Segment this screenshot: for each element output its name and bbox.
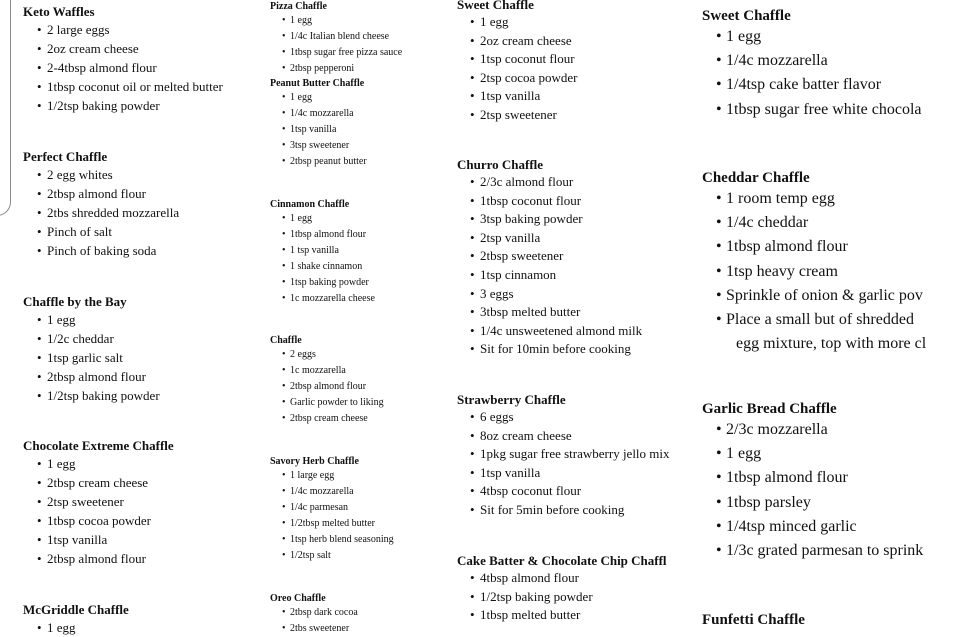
ingredient: • 2tbsp almond flour <box>23 367 160 386</box>
recipe-title: Cinnamon Chaffle <box>270 199 350 210</box>
recipe-garlic-bread-chaffle <box>702 400 923 563</box>
ingredient: • 1tbsp melted butter <box>457 606 667 625</box>
ingredient: • 1/4c mozzarella <box>270 106 367 122</box>
recipe-title: Keto Waffles <box>23 4 95 19</box>
recipe-title: Garlic Bread Chaffle <box>702 401 837 417</box>
ingredient: • 2tbsp dark cocoa <box>270 605 358 621</box>
ingredient: • 2tbsp pepperoni <box>270 61 402 77</box>
recipe-chaffle <box>270 335 384 427</box>
ingredient: • 1/4tsp minced garlic <box>702 515 923 539</box>
ingredient: • 2 large eggs <box>23 20 223 39</box>
ingredient: • Pinch of salt <box>23 222 179 241</box>
ingredient: • 2oz cream cheese <box>23 39 223 58</box>
ingredient: • 1 egg <box>270 90 367 106</box>
ingredient: • 1/4c parmesan <box>270 500 394 516</box>
ingredient: • 1tbsp coconut flour <box>457 192 642 211</box>
ingredient: • 1tbsp cocoa powder <box>23 511 174 530</box>
recipe-chaffle-by-the-bay <box>23 294 160 405</box>
ingredient: • 2 egg whites <box>23 165 179 184</box>
recipe-cheddar-chaffle <box>702 169 926 356</box>
ingredient: • 3tsp baking powder <box>457 210 642 229</box>
recipe-title: Oreo Chaffle <box>270 593 326 604</box>
recipe-title: Cake Batter & Chocolate Chip Chaffl <box>457 553 667 568</box>
recipe-title: Sweet Chaffle <box>702 8 791 24</box>
ingredient: • 1/4c unsweetened almond milk <box>457 322 642 341</box>
ingredient: • 2tbsp cream cheese <box>270 411 384 427</box>
ingredient: • 2tbsp almond flour <box>23 549 174 568</box>
ingredient: • 3tbsp melted butter <box>457 303 642 322</box>
ingredient: • 1tsp vanilla <box>457 87 577 106</box>
recipe-oreo-chaffle <box>270 593 358 637</box>
ingredient: • 1 egg <box>23 618 129 637</box>
ingredient: • 1 egg <box>457 13 577 32</box>
recipe-sweet-chaffle-2 <box>702 7 921 122</box>
recipe-title: Perfect Chaffle <box>23 149 108 164</box>
recipe-chocolate-extreme-chaffle <box>23 438 174 568</box>
ingredient: • 2tsp sweetener <box>457 106 577 125</box>
ingredient: • Sprinkle of onion & garlic pov <box>702 284 926 308</box>
ingredient: • 1tbsp sugar free white chocola <box>702 98 921 122</box>
ingredient: • 1/4c mozzarella <box>270 484 394 500</box>
ingredient: • 1tbsp almond flour <box>270 227 375 243</box>
recipe-title: Sweet Chaffle <box>457 0 534 12</box>
ingredient: • 1 egg <box>702 25 921 49</box>
ingredient: • 1/4c mozzarella <box>702 49 921 73</box>
ingredient: • 1tbsp parsley <box>702 491 923 515</box>
ingredient: • 2tsp vanilla <box>457 229 642 248</box>
recipe-funfetti-chaffle <box>702 611 805 629</box>
ingredient: • 1tsp garlic salt <box>23 348 160 367</box>
ingredient: • 1tsp vanilla <box>23 530 174 549</box>
recipe-peanut-butter-chaffle <box>270 78 367 170</box>
ingredient: • 1c mozzarella <box>270 363 384 379</box>
ingredient: • 2-4tbsp almond flour <box>23 58 223 77</box>
ingredient: • 2 eggs <box>270 347 384 363</box>
ingredient: • Place a small but of shredded <box>702 308 926 332</box>
ingredient: • 3 eggs <box>457 285 642 304</box>
ingredient: • 2tsp cocoa powder <box>457 69 577 88</box>
recipe-strawberry-chaffle <box>457 392 670 520</box>
ingredient: • 2/3c almond flour <box>457 173 642 192</box>
recipe-churro-chaffle <box>457 157 642 359</box>
ingredient: • 1c mozzarella cheese <box>270 291 375 307</box>
ingredient: • 1tbsp almond flour <box>702 466 923 490</box>
ingredient: • 1tbsp sugar free pizza sauce <box>270 45 402 61</box>
ingredient: • 1/2tbsp melted butter <box>270 516 394 532</box>
ingredient: • 2tbsp almond flour <box>23 184 179 203</box>
ingredient: • 2/3c mozzarella <box>702 418 923 442</box>
ingredient: • 1 large egg <box>270 468 394 484</box>
ingredient: • 1tsp coconut flour <box>457 50 577 69</box>
ingredient: • 1tsp heavy cream <box>702 260 926 284</box>
ingredient: • 1 egg <box>270 211 375 227</box>
recipe-title: Cheddar Chaffle <box>702 170 810 186</box>
recipe-cake-batter-chocolate-chip-chaffle <box>457 553 667 625</box>
ingredient: • 4tbsp almond flour <box>457 569 667 588</box>
recipe-title: Chaffle by the Bay <box>23 294 127 309</box>
ingredient: • 2oz cream cheese <box>457 32 577 51</box>
ingredient: • 1 egg <box>270 13 402 29</box>
ingredient: • 1/2c cheddar <box>23 329 160 348</box>
ingredient: • 1/2tsp baking powder <box>23 96 223 115</box>
ingredient-continued: egg mixture, top with more cl <box>736 335 927 353</box>
recipe-keto-waffles <box>23 4 223 115</box>
ingredient: • 1pkg sugar free strawberry jello mix <box>457 445 670 464</box>
ingredient: • 1 shake cinnamon <box>270 259 375 275</box>
recipe-perfect-chaffle <box>23 149 179 260</box>
ingredient: • 2tbsp peanut butter <box>270 154 367 170</box>
recipe-cinnamon-chaffle <box>270 199 375 306</box>
ingredient: • 2tsp sweetener <box>23 492 174 511</box>
ingredient: • 1 egg <box>702 442 923 466</box>
ingredient: • 1tsp vanilla <box>457 464 670 483</box>
recipe-title: Pizza Chaffle <box>270 1 327 12</box>
ingredient: • Sit for 5min before cooking <box>457 501 670 520</box>
ingredient: • 8oz cream cheese <box>457 427 670 446</box>
recipe-title: Chocolate Extreme Chaffle <box>23 438 174 453</box>
ingredient: • 1 egg <box>23 310 160 329</box>
ingredient: • 1tsp baking powder <box>270 275 375 291</box>
recipe-title: Peanut Butter Chaffle <box>270 78 365 89</box>
ingredient: • 1tbsp almond flour <box>702 235 926 259</box>
ingredient: • 2tbs shredded mozzarella <box>23 203 179 222</box>
ingredient: • 4tbsp coconut flour <box>457 482 670 501</box>
ingredient: • 1tbsp coconut oil or melted butter <box>23 77 223 96</box>
ingredient: • 1/4c Italian blend cheese <box>270 29 402 45</box>
ingredient: • Pinch of baking soda <box>23 241 179 260</box>
ingredient: • 1tsp herb blend seasoning <box>270 532 394 548</box>
ingredient: • 2tbsp sweetener <box>457 247 642 266</box>
ingredient: • 1/3c grated parmesan to sprink <box>702 539 923 563</box>
ingredient: • 6 eggs <box>457 408 670 427</box>
recipe-title: Strawberry Chaffle <box>457 392 566 407</box>
ingredient: • 1/2tsp baking powder <box>23 386 160 405</box>
recipe-title: Churro Chaffle <box>457 157 544 172</box>
ingredient: • 1/4tsp cake batter flavor <box>702 73 921 97</box>
recipe-savory-herb-chaffle <box>270 456 394 563</box>
ingredient: • Garlic powder to liking <box>270 395 384 411</box>
recipe-title: Chaffle <box>270 335 302 346</box>
page-curl-edge <box>0 0 11 216</box>
ingredient: • Sit for 10min before cooking <box>457 340 642 359</box>
recipe-sweet-chaffle-1 <box>457 0 577 125</box>
ingredient: • 2tbsp cream cheese <box>23 473 174 492</box>
ingredient: • 1/4c cheddar <box>702 211 926 235</box>
recipe-pizza-chaffle <box>270 1 402 77</box>
ingredient: • 2tbs sweetener <box>270 621 358 637</box>
recipe-title: Savory Herb Chaffle <box>270 456 359 467</box>
recipe-title: McGriddle Chaffle <box>23 602 129 617</box>
ingredient: • 1 egg <box>23 454 174 473</box>
recipe-mcgriddle-chaffle <box>23 602 129 637</box>
ingredient: • 1tsp cinnamon <box>457 266 642 285</box>
ingredient: • 1tsp vanilla <box>270 122 367 138</box>
ingredient: • 1/2tsp salt <box>270 548 394 564</box>
ingredient: • 1 room temp egg <box>702 187 926 211</box>
ingredient: • 1/2tsp baking powder <box>457 588 667 607</box>
ingredient: • 3tsp sweetener <box>270 138 367 154</box>
ingredient: • 1 tsp vanilla <box>270 243 375 259</box>
ingredient: • 2tbsp almond flour <box>270 379 384 395</box>
recipe-title: Funfetti Chaffle <box>702 612 805 628</box>
